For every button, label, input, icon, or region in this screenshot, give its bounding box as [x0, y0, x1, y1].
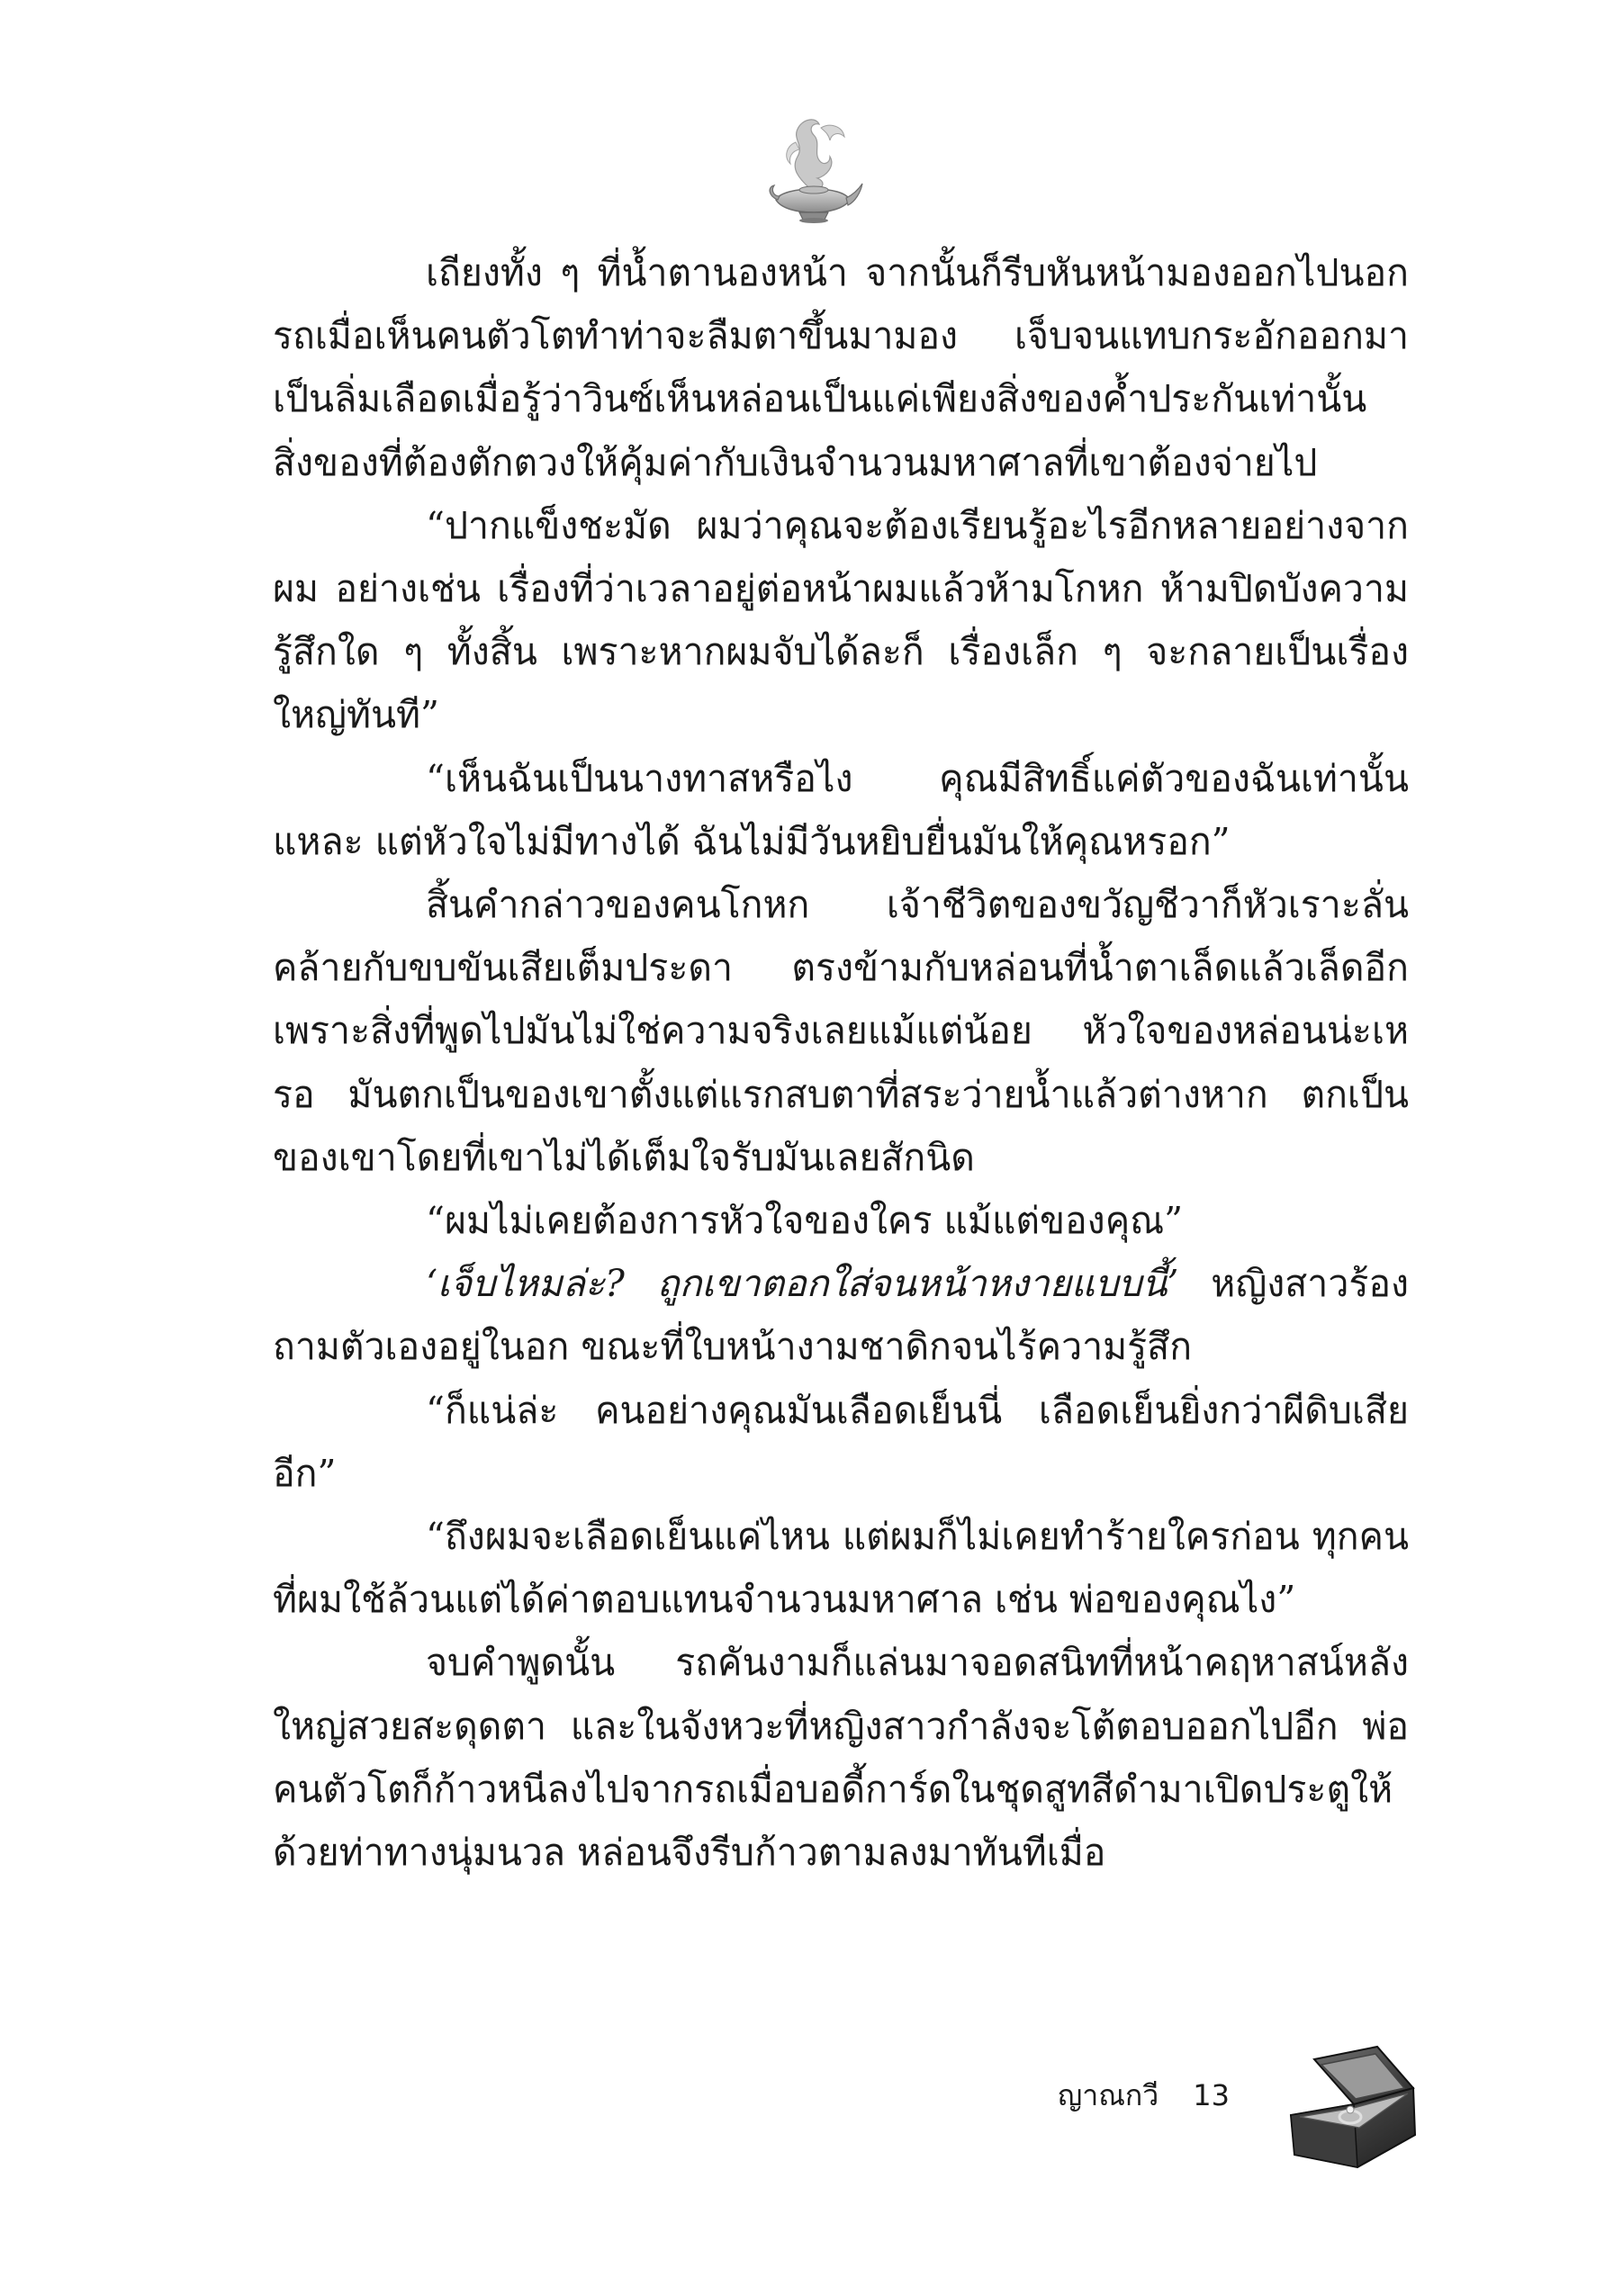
paragraph-7 [273, 1379, 1409, 1505]
paragraph-1-text: เถียงทั้ง ๆ ที่น้ำตานองหน้า จากนั้นก็รีบหันหน้ามองออกไปนอกรถเมื่อเห็นคนตัวโตทำท่าจะลืมตาขึ้นมามอง เจ็บจนแทบกระอักออกมาเป็นลิ่มเลือดเมื่อรู้ว่าวินซ์เห็นหล่อนเป็นแค่เพียงสิ่งของค้ำประกันเท่านั้น สิ่งของที่ต้องตักตวงให้คุ้มค่ากับเงินจำนวนมหาศาลที่เขาต้องจ่ายไป [273, 251, 1409, 484]
page-footer [1058, 2068, 1230, 2122]
paragraph-8-text: “ถึงผมจะเลือดเย็นแค่ไหน แต่ผมก็ไม่เคยทำร้ายใครก่อน ทุกคนที่ผมใช้ล้วนแต่ได้ค่าตอบแทนจำนวนมหาศาล เช่น พ่อของคุณไง” [273, 1515, 1409, 1622]
paragraph-5 [273, 1189, 1409, 1252]
paragraph-4 [273, 873, 1409, 1189]
paragraph-2-text: “ปากแข็งชะมัด ผมว่าคุณจะต้องเรียนรู้อะไรอีกหลายอย่างจากผม อย่างเช่น เรื่องที่ว่าเวลาอยู่ต่อหน้าผมแล้วห้ามโกหก ห้ามปิดบังความรู้สึกใด ๆ ทั้งสิ้น เพราะหากผมจับได้ละก็ เรื่องเล็ก ๆ จะกลายเป็นเรื่องใหญ่ทันที” [273, 503, 1409, 737]
paragraph-9 [273, 1631, 1409, 1884]
paragraph-7-text: “ก็แน่ล่ะ คนอย่างคุณมันเลือดเย็นนี่ เลือดเย็นยิ่งกว่าผีดิบเสียอีก” [273, 1388, 1409, 1495]
paragraph-3-text: “เห็นฉันเป็นนางทาสหรือไง คุณมีสิทธิ์แค่ตัวของฉันเท่านั้นแหละ แต่หัวใจไม่มีทางได้ ฉันไม่มีวันหยิบยื่นมันให้คุณหรอก” [273, 756, 1409, 863]
paragraph-6 [273, 1252, 1409, 1378]
paragraph-9-text: จบคำพูดนั้น รถคันงามก็แล่นมาจอดสนิทที่หน้าคฤหาสน์หลังใหญ่สวยสะดุดตา และในจังหวะที่หญิงสาวกำลังจะโต้ตอบออกไปอีก พ่อคนตัวโตก็ก้าวหนีลงไปจากรถเมื่อบอดี้การ์ดในชุดสูทสีดำมาเปิดประตูให้ด้วยท่าทางนุ่มนวล หล่อนจึงรีบก้าวตามลงมาทันทีเมื่อ [273, 1641, 1409, 1875]
paragraph-5-text: “ผมไม่เคยต้องการหัวใจของใคร แม้แต่ของคุณ” [426, 1199, 1184, 1243]
author-name: ญาณกวี [1058, 2077, 1159, 2112]
genie-lamp-icon [763, 106, 864, 225]
body-text [273, 241, 1409, 1884]
paragraph-4-text: สิ้นคำกล่าวของคนโกหก เจ้าชีวิตของขวัญชีวาก็หัวเราะลั่นคล้ายกับขบขันเสียเต็มประดา ตรงข้ามกับหล่อนที่น้ำตาเล็ดแล้วเล็ดอีกเพราะสิ่งที่พูดไปมันไม่ใช่ความจริงเลยแม้แต่น้อย หัวใจของหล่อนน่ะเหรอ มันตกเป็นของเขาตั้งแต่แรกสบตาที่สระว่ายน้ำแล้วต่างหาก ตกเป็นของเขาโดยที่เขาไม่ได้เต็มใจรับมันเลยสักนิด [273, 883, 1409, 1179]
paragraph-1 [273, 241, 1409, 494]
paragraph-2 [273, 494, 1409, 747]
inner-thought-italic: ‘เจ็บไหมล่ะ? ถูกเขาตอกใส่จนหน้าหงายแบบนี้’ [426, 1262, 1179, 1306]
page-number: 13 [1193, 2078, 1230, 2112]
paragraph-3 [273, 747, 1409, 873]
ring-box-icon [1278, 2041, 1422, 2185]
paragraph-6-text: หญิงสาวร้องถามตัวเองอยู่ในอก ขณะที่ใบหน้างามชาดิกจนไร้ความรู้สึก [273, 1262, 1410, 1369]
paragraph-8 [273, 1505, 1409, 1631]
